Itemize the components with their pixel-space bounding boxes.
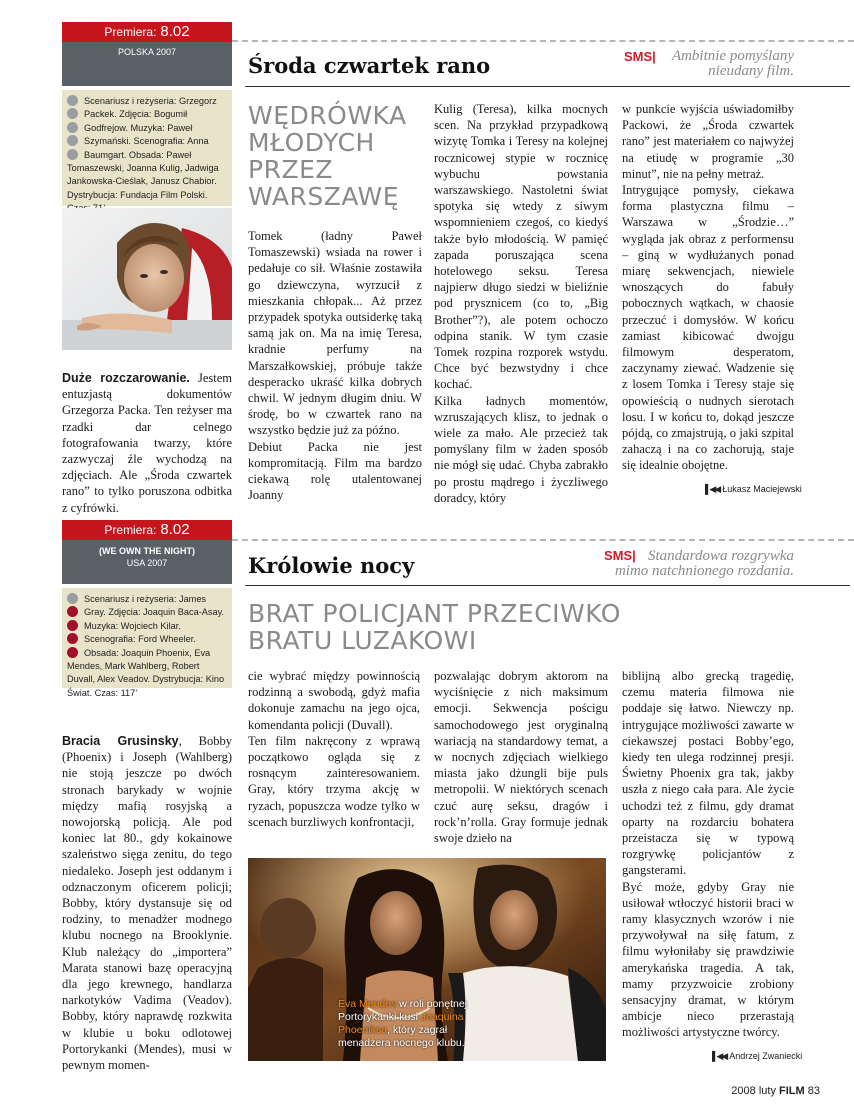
- lead-bold: Bracia Grusinsky: [62, 734, 179, 748]
- rating-dot: [67, 620, 78, 631]
- sms-line: Standardowa rozgrywka: [648, 548, 794, 564]
- author-signature: [712, 1051, 802, 1062]
- title-rule: [245, 86, 850, 87]
- article-headline: [248, 102, 423, 210]
- rating-dots: [67, 95, 81, 162]
- sms-line: mimo natchnionego rozdania.: [614, 563, 794, 579]
- page-number: 83: [807, 1085, 820, 1097]
- article-column: [248, 228, 422, 503]
- headline-line: PRZEZ: [248, 155, 333, 184]
- credits-box: [62, 90, 232, 206]
- caption-highlight: Joaquina: [420, 1011, 464, 1023]
- caption-line: [338, 1011, 467, 1024]
- headline-line: WARSZAWĘ: [248, 182, 400, 211]
- rating-dot: [67, 606, 78, 617]
- credits-box: [62, 588, 232, 698]
- premiere-label: Premiera:: [104, 25, 157, 39]
- rating-dot: [67, 149, 78, 160]
- lead-bold: Duże rozczarowanie.: [62, 371, 190, 385]
- rating-dot: [67, 647, 78, 658]
- author-icon: ▌◀◀: [712, 1051, 727, 1061]
- paragraph: Kilka ładnych momentów, wzruszających klisz, to jednak o wiele za mało. Ale przecież tak pomyślany film w żaden sposób nie mógł się udać. Chyba zabrakło po prostu mądrego i życzliwego doradcy, który: [434, 393, 608, 505]
- lead-paragraph: [62, 733, 232, 1073]
- origin-title: (WE OWN THE NIGHT): [99, 546, 195, 556]
- paragraph: Ten film nakręcony z wprawą początkowo ogląda się z rosnącym zainteresowaniem. Gray, który trzyma akcję w ryzach, popuszcza wodze tylko w scenach burzliwych konfrontacji,: [248, 733, 420, 829]
- credits-text: Scenariusz i reżyseria: James Gray. Zdjęcia: Joaquin Baca-Asay. Muzyka: Wojciech Kilar. Scenografia: Ford Wheeler. Obsada: Joaquin Phoenix, Eva Mendes, Mark Wahlberg, Robert Duvall, Alex Veadov. Dystrybucja: Kino Świat. Czas: 117’: [67, 594, 225, 698]
- rating-dot: [67, 122, 78, 133]
- paragraph: w punkcie wyjścia uświadomiłby Packowi, że „Środa czwartek rano” jest materiałem co najwyżej na etiudę w programie „30 minut”, nie na pełny metraż.: [622, 102, 794, 181]
- origin-text: USA 2007: [126, 558, 168, 568]
- author-name: Łukasz Maciejewski: [722, 484, 802, 494]
- premiere-label: Premiera:: [104, 523, 157, 537]
- sms-line: Ambitnie pomyślany: [671, 48, 794, 64]
- lead-text: Jestem entuzjastą dokumentów Grzegorza Packa. Ten reżyser ma rzadki dar celnego fotografowania twarzy, które zazwyczaj źle wychodzą na zdjęciach. Ale „Środa czwartek rano” to tylko poruszona odbitka z cyfrówki.: [62, 371, 232, 515]
- rating-dots: [67, 593, 81, 660]
- sms-badge: SMS|: [604, 548, 636, 563]
- photo-caption: [338, 998, 467, 1050]
- author-signature: [705, 484, 802, 495]
- caption-line: [338, 1037, 467, 1050]
- footer-date: 2008 luty: [731, 1085, 776, 1097]
- headline-line: WĘDRÓWKA: [248, 101, 407, 130]
- paragraph: cie wybrać między powinnością rodzinną a swobodą, gdyż mafia dokonuje zamachu na jego ojca, komendanta policji (Duvall).: [248, 669, 420, 732]
- rating-dot: [67, 108, 78, 119]
- premiere-badge: [62, 520, 232, 540]
- premiere-date: 8.02: [160, 23, 190, 40]
- author-name: Andrzej Zwaniecki: [729, 1051, 803, 1061]
- article-column: [434, 101, 608, 506]
- premiere-badge: [62, 22, 232, 42]
- paragraph: Być może, gdyby Gray nie usiłował wtłoczyć historii braci w ramy klasycznych wzorów i nie przywoływał na siłę fatum, z filmu wyłoniłaby się prawdziwie amerykańska tragedia. A tak, mamy przyzwoicie zrobiony sensacyjny dramat, w którym ambicje nieco przerastają możliwości artystyczne twórcy.: [622, 879, 794, 1040]
- photo-young-man: [62, 208, 232, 350]
- article-column: [434, 668, 608, 846]
- sms-line: nieudany film.: [708, 63, 794, 79]
- article-column: [622, 101, 794, 474]
- article-column: [62, 733, 232, 1073]
- title-rule: [245, 585, 850, 586]
- credits-text: Scenariusz i reżyseria: Grzegorz Packek. Zdjęcia: Bogumił Godfrejow. Muzyka: Paweł Szymański. Scenografia: Anna Baumgart. Obsada: Paweł Tomaszewski, Joanna Kulig, Jadwiga Jankowska-Cieślak, Janusz Chabior. Dystrybucja: Fundacja Film Polski.: [67, 96, 219, 200]
- lead-paragraph: [62, 370, 232, 516]
- caption-line: [338, 998, 467, 1011]
- paragraph: Debiut Packa nie jest kompromitacją. Film ma bardzo ciekawą rolę utalentowanej Joanny: [248, 439, 422, 503]
- paragraph: Intrygujące pomysły, ciekawa forma plastyczna filmu – Warszawa w „Środzie…” wygląda jak obraz z performensu – giną w wydłużanych ponad miarę sekwencjach, niewiele wnoszących do fabuły pobocznych wątkach, w chaosie przeczuć i domysłów. W końcu zamiast kibicować dwojgu filmowym desperatom, zaczynamy ziewać. Wadzenie się z losem Tomka i Teresy staje się opowieścią o nudnych sierotach losu. I w końcu to, dokąd jeszcze pójdą, co zmajstrują, o jaki szpital zahaczą i na co zachorują, staje się idealnie obojętne.: [622, 183, 794, 473]
- headline-line: BRATU LUZAKOWI: [248, 626, 477, 655]
- caption-highlight: Eva Mendes: [338, 998, 397, 1010]
- film-title: Królowie nocy: [248, 553, 415, 578]
- paragraph: pozwalając dobrym aktorom na wyciśnięcie z nich maksimum emocji. Sekwencja pościgu samochodowego jest oryginalną wariacją na standardowy temat, a w nocnych zdjęciach wielkiego miasta jako dżungli bije puls metropolii. W niektórych scenach czuć aurę seksu, dragów i rock’n’rolla. Gray formuje jednak swoje dzieło na: [434, 669, 608, 846]
- paragraph: biblijną albo grecką tragedię, czemu materia filmowa nie poddaje się łatwo. Niewczy np. intrygujące możliwości zawarte w ciekawszej postaci Bobby’ego, kiedy ten ulega rodzinnej presji. Świetny Phoenix gra tak, jakby uszła z niego cała para. Ale życie uchodzi też z filmu, gdy dramat oparty na rozdarciu bohatera przeistacza się w typową rozgrywkę policjantów z gangsterami.: [622, 669, 794, 878]
- premiere-date: 8.02: [160, 521, 190, 538]
- page-footer: [731, 1085, 820, 1097]
- article-headline: [248, 600, 808, 654]
- caption-highlight: Phoeniksa: [338, 1024, 388, 1036]
- author-icon: ▌◀◀: [705, 484, 720, 494]
- caption-line: [338, 1024, 467, 1037]
- sms-badge: SMS|: [624, 49, 656, 64]
- caption-text: Portorykanki kusi: [338, 1011, 421, 1023]
- caption-text: , który zagrał: [387, 1024, 448, 1036]
- paragraph: Tomek (ładny Paweł Tomaszewski) wsiada na rower i pedałuje co sił. Właśnie zostawiła go dziewczyna, wyrzucił z mieszkania chłopak... Aż przez przypadek spotyka outsiderkę taką samą jak on. Ma na imię Teresa, kradnie perfumy na Marszałkowskiej, próbuje także desperacko ukraść kilka dobrych chwil. W jednym długim dniu. W środę, bo w czwartek rano na wszystko będzie już za późno.: [248, 229, 422, 438]
- origin-text: POLSKA 2007: [117, 47, 177, 57]
- sms-verdict: [615, 549, 794, 579]
- lead-text: , Bobby (Phoenix) i Joseph (Wahlberg) nie stoją jeszcze po dwóch stronach barykady w wojnie między mafią rosyjską a nowojorską policją. Ale pod koniec lat 80., gdy kokainowe szaleństwo sięga zenitu, do tego niedaleko. Joseph jest oddanym i odznaczonym oficerem policji; Bobby, który dystansuje się od rodziny, to menadżer modnego klubu nocnego na Brooklynie. Klub należący do „importera” Marata stanowi bazę operacyjną dla jego krewnego, handlarza narkotyków Vadima (Veadov). Bobby, który naprawdę rozkwita w klubie u boku odlotowej Portorykanki (Mendes), musi w pewnym momen-: [62, 734, 232, 1073]
- film-title: Środa czwartek rano: [248, 53, 491, 78]
- film-still-photo: [62, 208, 232, 350]
- section-divider: [232, 539, 854, 541]
- section-divider-top: [232, 40, 854, 42]
- caption-text: w roli ponętnej: [396, 998, 467, 1010]
- rating-dot: [67, 593, 78, 604]
- article-column: [62, 370, 232, 516]
- sms-verdict: [672, 49, 794, 79]
- film-origin: [62, 540, 232, 584]
- rating-dot: [67, 95, 78, 106]
- headline-line: BRAT POLICJANT PRZECIWKO: [248, 599, 621, 628]
- rating-dot: [67, 633, 78, 644]
- article-column: [622, 668, 794, 1041]
- rating-dot: [67, 135, 78, 146]
- film-origin: [62, 42, 232, 86]
- headline-line: MŁODYCH: [248, 128, 375, 157]
- caption-text: menadżera nocnego klubu.: [338, 1037, 465, 1049]
- paragraph: Kulig (Teresa), kilka mocnych scen. Na przykład przypadkową wizytę Tomka i Teresy na kolejnej rocznicowej stypie w rocznicę wybuchu powstania warszawskiego. Nastoletni świat spotyka się wtedy z siwym wspomnieniem czegoś, co kiedyś także było młodością. W pamięć zapada poruszająca scena hotelowego seksu. Teresa najpierw długo siedzi w bieliźnie pod prysznicem (co to, „Big Brother”?), ale potem ochoczo odpina stanik. W tym czasie Tomek rozpina rozporek wstydu. Chce być bezwstydny i chce kochać.: [434, 102, 608, 392]
- footer-magazine: FILM: [779, 1085, 805, 1097]
- article-column: [248, 668, 420, 830]
